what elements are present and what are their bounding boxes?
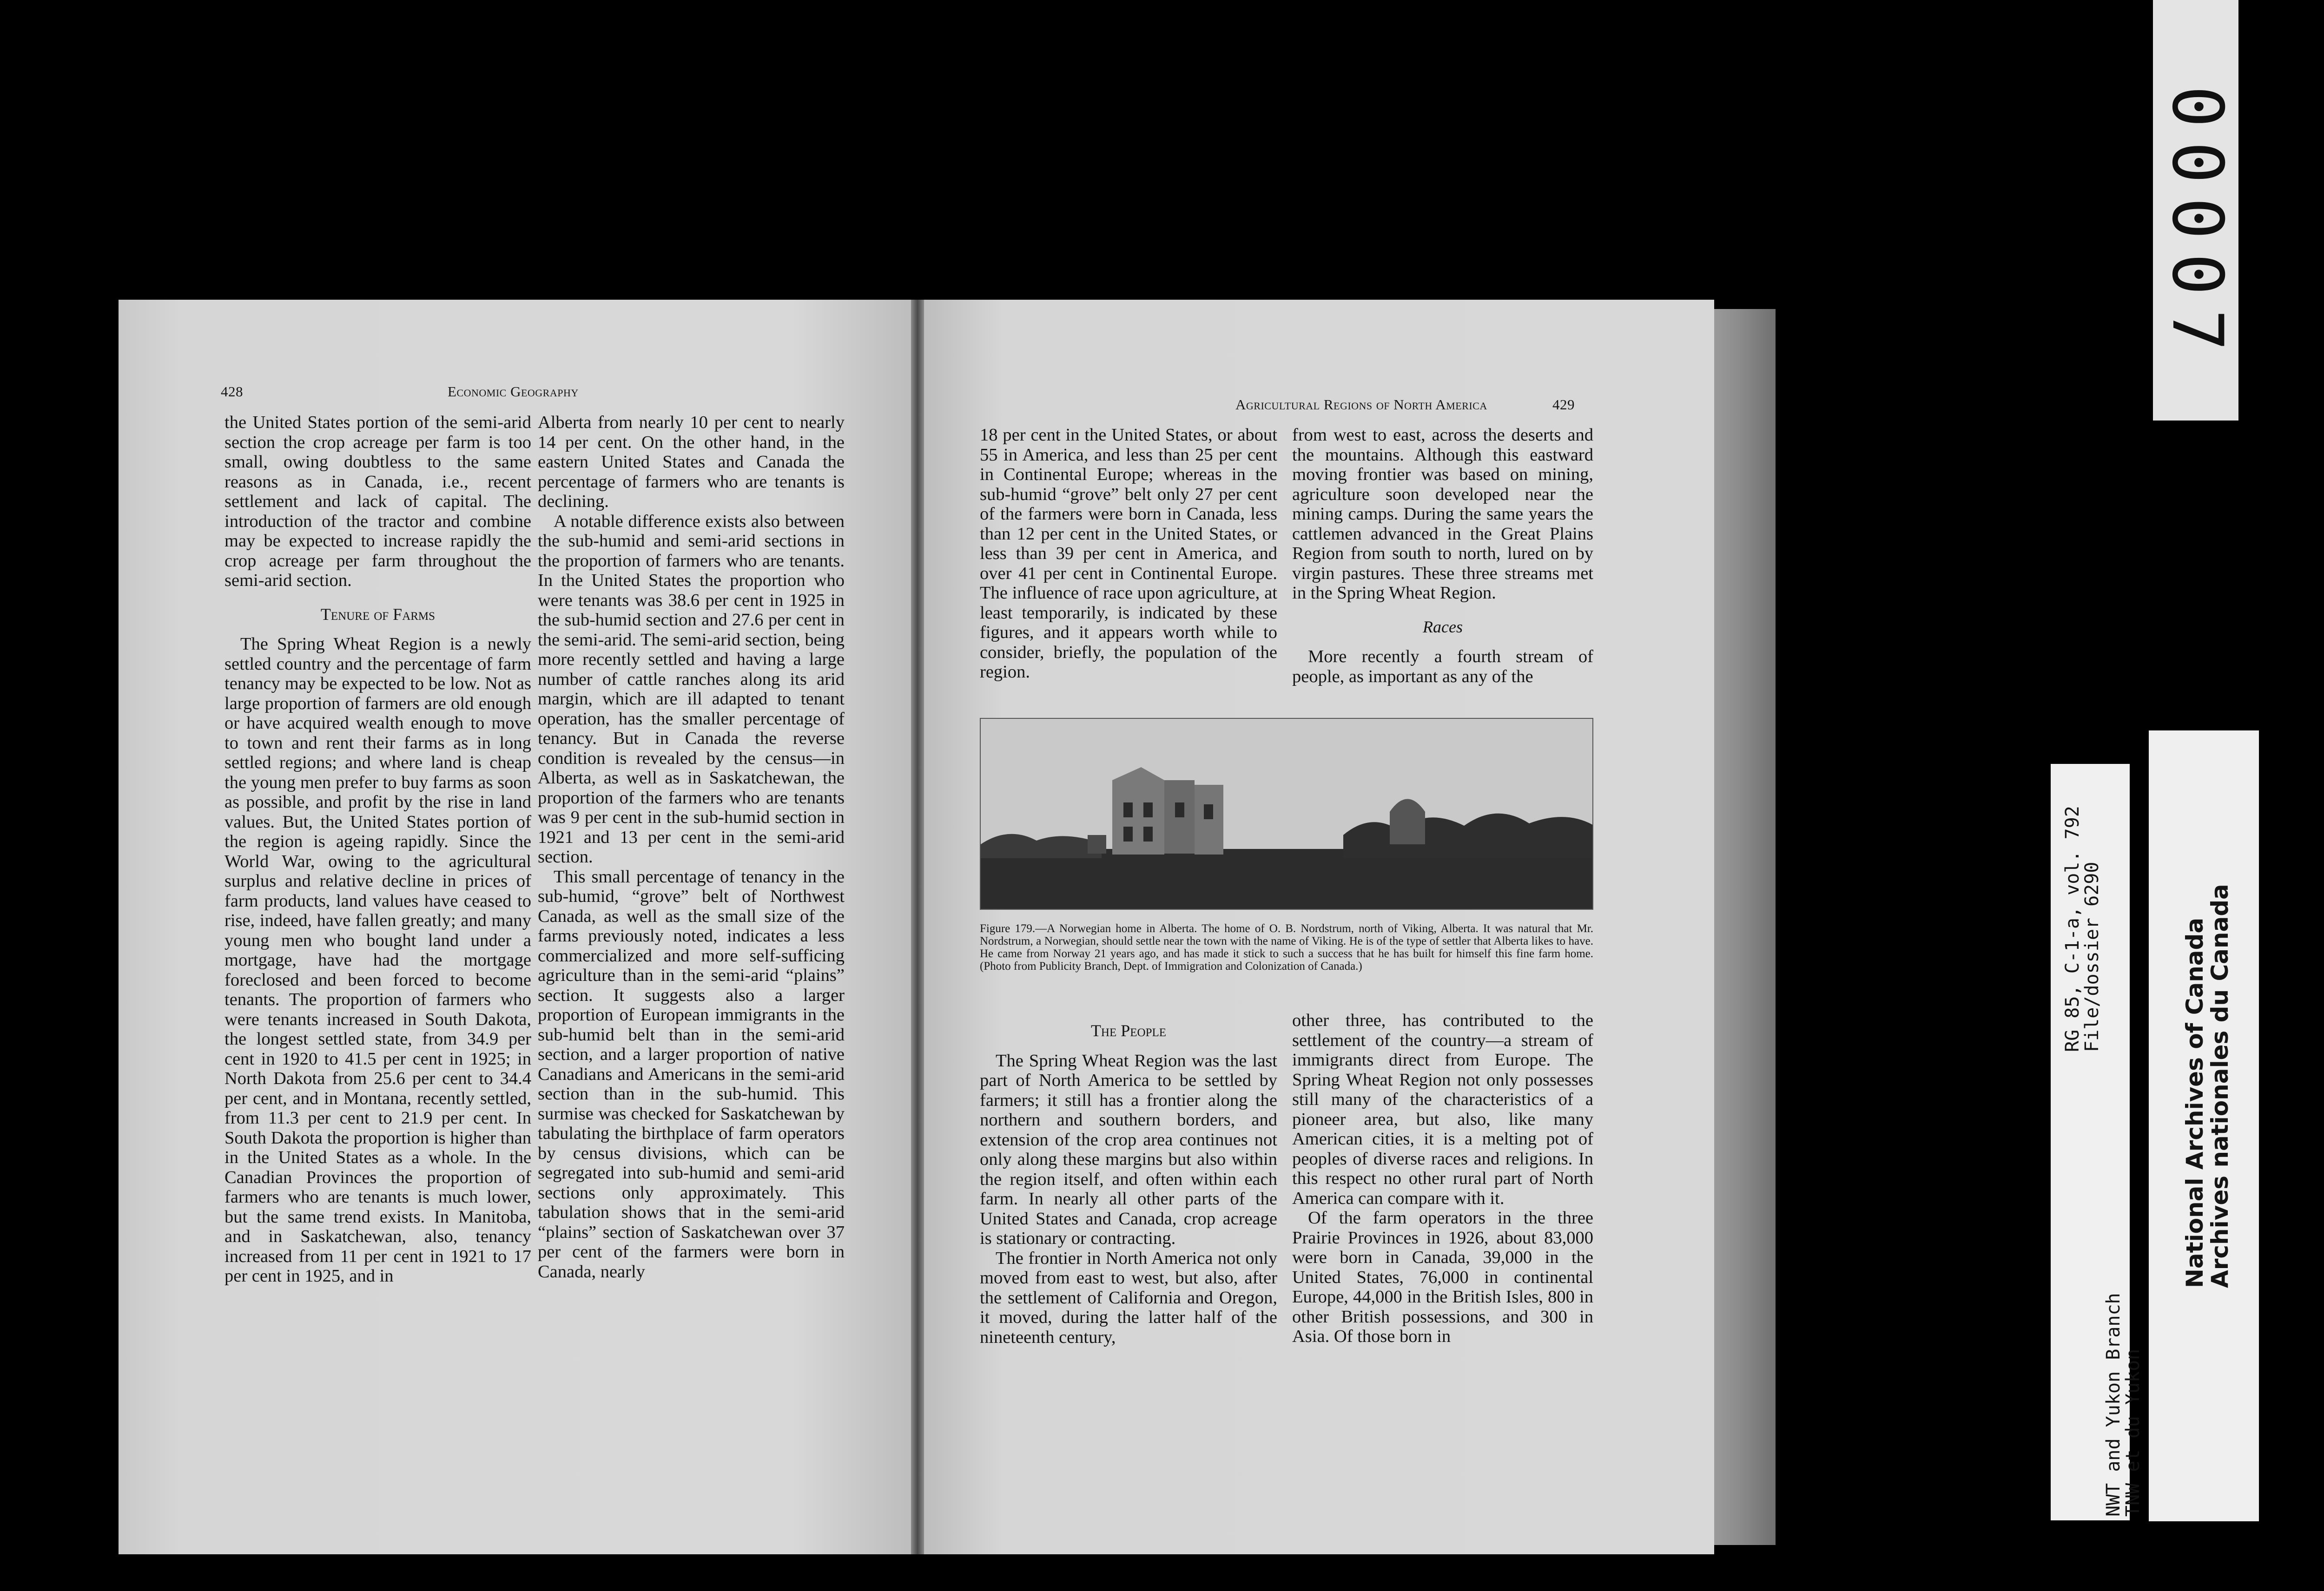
running-head-left: Economic Geography xyxy=(448,383,579,400)
open-book xyxy=(119,300,1776,1554)
frame-number-strip xyxy=(2153,0,2238,421)
section-heading-races: Races xyxy=(1423,617,1463,636)
section-heading-tenure: Tenure of Farms xyxy=(320,605,436,624)
paragraph: More recently a fourth stream of people, as important as any of the xyxy=(1292,647,1593,686)
farm-house-photo xyxy=(980,718,1593,910)
right-column-1-top xyxy=(980,425,1277,682)
paragraph: other three, has contributed to the settlement of the country—a stream of immigrants direct from Europe. The Spring Wheat Region not only possesses still many of the characteristics of a pioneer area, but also, like many American cities, it is a melting pot of peoples of diverse races and religions. In this respect no other rural part of North America can compare with it. xyxy=(1292,1011,1593,1208)
right-column-1-bottom xyxy=(980,1000,1277,1347)
farmhouse-image xyxy=(981,719,1593,910)
paragraph: The Spring Wheat Region was the last part of North America to be settled by farmers; it still has a frontier along the northern and southern borders, and extension of the crop area continues not only along these margins but also within the region itself, and often within each farm. In nearly all other parts of the United States and Canada, crop acreage is stationary or contracting. xyxy=(980,1051,1277,1248)
institution-french: Archives nationales du Canada xyxy=(2206,884,2233,1288)
institution-english: National Archives of Canada xyxy=(2181,917,2208,1288)
paragraph: A notable difference exists also between the sub-humid and semi-arid sections in the proportion of farmers who are tenants. In the United States the proportion who were tenants was 38.6 per cent in 1925 in the sub-humid section and 27.6 per cent in the semi-arid. The semi-arid section, being more recently settled and having a large number of cattle ranches along its arid margin, which are ill adapted to tenant operation, has the smaller percentage of tenancy. But in Canada the reverse condition is revealed by the census—in Alberta, as well as in Saskatchewan, the proportion of the farmers who are tenants was 9 per cent in the sub-humid section in 1921 and 13 per cent in the semi-arid section. xyxy=(538,511,845,867)
paragraph: from west to east, across the deserts and the mountains. Although this eastward moving frontier was based on mining, agriculture soon developed near the mining camps. During the same years the cattlemen advanced in the Great Plains Region from south to north, lured on by virgin pastures. These three streams met in the Spring Wheat Region. xyxy=(1292,425,1593,603)
running-head-right: Agricultural Regions of North America xyxy=(1235,396,1487,413)
paragraph: the United States portion of the semi-arid section the crop acreage per farm is too small, owing doubtless to the same reasons as in Canada, i.e., recent settlement and lack of capital. The introduction of the tractor and combine may be expected to increase rapidly the crop acreage per farm throughout the semi-arid section. xyxy=(224,413,531,590)
frame-number: 00007 xyxy=(2157,85,2238,365)
institution-label xyxy=(2149,730,2259,1521)
right-column-2-top xyxy=(1292,425,1593,686)
left-column-2 xyxy=(538,413,845,1282)
file-reference: File/dossier 6290 xyxy=(2081,861,2103,1052)
right-column-2-bottom xyxy=(1292,1011,1593,1347)
record-group-reference: RG 85, C-1-a, vol. 792 xyxy=(2062,806,2083,1052)
left-page xyxy=(119,300,911,1554)
archive-reference-label xyxy=(2051,764,2144,1520)
page-number-right: 429 xyxy=(1552,396,1575,413)
paragraph: The Spring Wheat Region is a newly settled country and the percentage of farm tenancy may be expected to be low. Not as large proportion of farmers are old enough or have acquired wealth enough to move to town and rent their farms as in long settled regions; and where land is cheap the young men prefer to buy farms as soon as possible, and profit by the rise in land values. But, the United States portion of the region is ageing rapidly. Since the World War, owing to the agricultural surplus and relative decline in prices of farm products, land values have ceased to rise, indeed, have fallen greatly; and many young men who bought land under a mortgage, have had the mortgage foreclosed and been forced to become tenants. The proportion of farmers who were tenants increased in South Dakota, the longest settled state, from 34.9 per cent in 1920 to 41.5 per cent in 1925; in North Dakota from 25.6 per cent to 34.4 per cent, and in Montana, recently settled, from 11.3 per cent to 21.9 per cent. In South Dakota the proportion is higher than in the United States as a whole. In the Canadian Provinces the proportion of farmers who are tenants is much lower, but the same trend exists. In Manitoba, and in Saskatchewan, also, tenancy increased from 11 per cent in 1921 to 17 per cent in 1925, and in xyxy=(224,634,531,1286)
paragraph: 18 per cent in the United States, or about 55 in America, and less than 25 per cent in Continental Europe; whereas in the sub-humid “grove” belt only 27 per cent of the farmers were born in Canada, less than 12 per cent in the United States, or less than 39 per cent in America, and over 41 per cent in Continental Europe. The influence of race upon agriculture, at least temporarily, is indicated by these figures, and it appears worth while to consider, briefly, the population of the region. xyxy=(980,425,1277,682)
book-gutter xyxy=(911,300,924,1554)
left-column-1 xyxy=(224,413,531,1286)
paragraph: The frontier in North America not only moved from east to west, but also, after the settlement of California and Oregon, it moved, during the latter half of the nineteenth century, xyxy=(980,1248,1277,1347)
page-number-left: 428 xyxy=(221,383,243,400)
paragraph: Of the farm operators in the three Prairie Provinces in 1926, about 83,000 were born in Canada, 39,000 in the United States, 76,000 in continental Europe, 44,000 in the British Isles, 800 in other British possessions, and 300 in Asia. Of those born in xyxy=(1292,1208,1593,1346)
right-page xyxy=(924,300,1714,1554)
branch-english: NWT and Yukon Branch xyxy=(2103,1293,2124,1517)
section-heading-people: The People xyxy=(1090,1021,1167,1040)
book-page-edges xyxy=(1714,309,1776,1545)
figure-caption: Figure 179.—A Norwegian home in Alberta. The home of O. B. Nordstrum, north of Viking, Alberta. It was natural that Mr. Nordstrum, a Norwegian, should settle near the town with the name of Viking. He is of the type of settler that Alberta likes to have. He came from Norway 21 years ago, and has made it stick to such a success that he has built for himself this fine farm home. (Photo from Publicity Branch, Dept. of Immigration and Colonization of Canada.) xyxy=(980,922,1593,973)
paragraph: Alberta from nearly 10 per cent to nearly 14 per cent. On the other hand, in the eastern United States and Canada the percentage of farmers who are tenants is declining. xyxy=(538,413,845,511)
paragraph: This small percentage of tenancy in the sub-humid, “grove” belt of Northwest Canada, as well as the small size of the farms previously noted, indicates a less commercialized and more self-sufficing agriculture than in the semi-arid “plains” section. It suggests also a larger proportion of European immigrants in the sub-humid belt than in the semi-arid section, and a larger proportion of native Canadians and Americans in the semi-arid section than in the sub-humid. This surmise was checked for Saskatchewan by tabulating the birthplace of farm operators by census divisions, which can be segregated into sub-humid and semi-arid sections only approximately. This tabulation shows that in the semi-arid “plains” section of Saskatchewan over 37 per cent of the farmers were born in Canada, nearly xyxy=(538,867,845,1282)
branch-french: TNW et du Yukon xyxy=(2122,1348,2144,1517)
